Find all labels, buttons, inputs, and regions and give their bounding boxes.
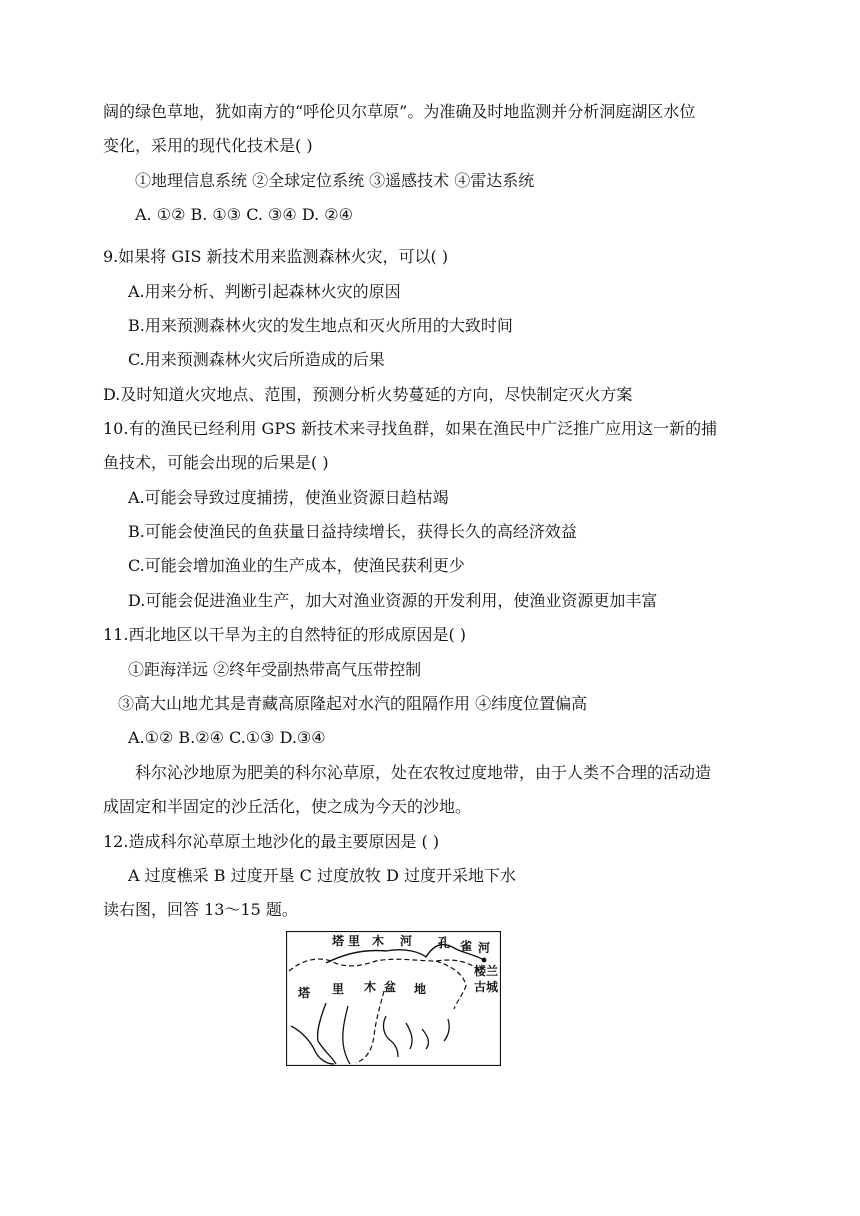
text-line: A. ①② B. ①③ C. ③④ D. ②④	[135, 205, 353, 224]
tarim-basin-map	[286, 931, 501, 1066]
text-line: ①地理信息系统 ②全球定位系统 ③遥感技术 ④雷达系统	[135, 171, 535, 190]
map-label: 塔	[298, 986, 311, 1000]
option-b: B.用来预测森林火灾的发生地点和灭火所用的大致时间	[128, 316, 513, 335]
map-label: 河	[478, 941, 491, 955]
question-12: 12.造成科尔沁草原土地沙化的最主要原因是 ( )	[103, 832, 440, 851]
option-a: A.用来分析、判断引起森林火灾的原因	[128, 282, 401, 301]
map-label: 里	[332, 982, 345, 996]
text-line: 阔的绿色草地，犹如南方的“呼伦贝尔草原”。为准确及时地监测并分析洞庭湖区水位	[103, 102, 696, 121]
map-label: 古城	[474, 980, 499, 994]
option-b: B.可能会使渔民的鱼获量日益持续增长，获得长久的高经济效益	[128, 522, 577, 541]
text-line: ③高大山地尤其是青藏高原隆起对水汽的阻隔作用 ④纬度位置偏高	[118, 694, 588, 713]
options-row: A.①② B.②④ C.①③ D.③④	[128, 728, 326, 747]
map-label: 河	[400, 934, 413, 948]
option-d: D.可能会促进渔业生产，加大对渔业资源的开发利用，使渔业资源更加丰富	[128, 591, 658, 610]
option-d: D.及时知道火灾地点、范围，预测分析火势蔓延的方向，尽快制定灭火方案	[103, 385, 633, 404]
map-label: 雀	[460, 939, 473, 953]
text-line: 鱼技术，可能会出现的后果是( )	[103, 453, 329, 472]
map-label: 楼兰	[474, 964, 499, 978]
question-9: 9.如果将 GIS 新技术用来监测森林火灾，可以( )	[103, 247, 449, 266]
question-10: 10.有的渔民已经利用 GPS 新技术来寻找鱼群，如果在渔民中广泛推广应用这一新的捕	[103, 419, 718, 438]
text-line: 变化，采用的现代化技术是( )	[103, 136, 313, 155]
map-figure	[286, 931, 501, 1066]
map-label: 地	[414, 982, 427, 996]
option-a: A.可能会导致过度捕捞，使渔业资源日趋枯竭	[128, 488, 449, 507]
instruction-line: 读右图，回答 13～15 题。	[103, 900, 298, 919]
map-label: 木	[372, 934, 385, 948]
map-label: 盆	[384, 980, 397, 994]
question-11: 11.西北地区以干旱为主的自然特征的形成原因是( )	[103, 625, 467, 644]
options-row: A 过度樵采 B 过度开垦 C 过度放牧 D 过度开采地下水	[128, 866, 516, 885]
map-label: 木	[364, 980, 377, 994]
text-line: ①距海洋远 ②终年受副热带高气压带控制	[128, 660, 422, 679]
passage-line: 成固定和半固定的沙丘活化，使之成为今天的沙地。	[103, 797, 472, 816]
map-label: 塔	[332, 934, 345, 948]
loulan-dot	[482, 958, 487, 963]
passage-line: 科尔沁沙地原为肥美的科尔沁草原，处在农牧过度地带，由于人类不合理的活动造	[135, 763, 712, 782]
option-c: C.可能会增加渔业的生产成本，使渔民获利更少	[128, 556, 465, 575]
option-c: C.用来预测森林火灾后所造成的后果	[128, 350, 385, 369]
map-label: 孔	[438, 936, 451, 950]
map-label: 里	[348, 934, 361, 948]
